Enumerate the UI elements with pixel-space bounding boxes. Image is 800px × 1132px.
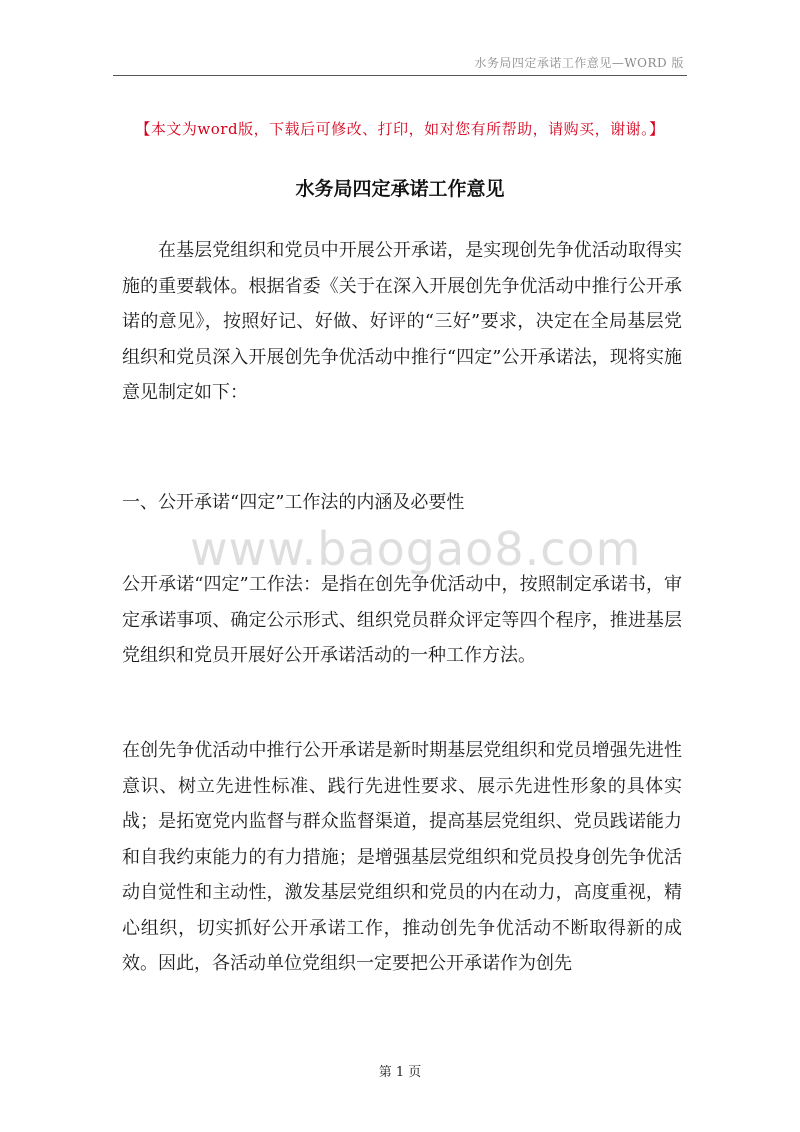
definition-paragraph: 公开承诺“四定”工作法：是指在创先争优活动中，按照制定承诺书，审定承诺事项、确定公示形式、组织党员群众评定等四个程序，推进基层党组织和党员开展好公开承诺活动的一种工作方法。 <box>122 574 682 666</box>
section-heading: 一、公开承诺“四定”工作法的内涵及必要性 <box>122 492 465 513</box>
intro-paragraph: 在基层党组织和党员中开展公开承诺，是实现创先争优活动取得实施的重要载体。根据省委《关于在深入开展创先争优活动中推行公开承诺的意见》，按照好记、好做、好评的“三好”要求，决定在全局基层党组织和党员深入开展创先争优活动中推行“四定”公开承诺法，现将实施意见制定如下： <box>122 240 682 403</box>
page-header-title: 水务局四定承诺工作意见—WORD 版 <box>474 56 684 70</box>
purchase-notice: 【本文为word版，下载后可修改、打印，如对您有所帮助，请购买，谢谢。】 <box>135 120 665 138</box>
significance-paragraph: 在创先争优活动中推行公开承诺是新时期基层党组织和党员增强先进性意识、树立先进性标准、践行先进性要求、展示先进性形象的具体实战；是拓宽党内监督与群众监督渠道，提高基层党组织、党员践诺能力和自我约束能力的有力措施；是增强基层党组织和党员投身创先争优活动自觉性和主动性，激发基层党组织和党员的内在动力，高度重视，精心组织，切实抓好公开承诺工作，推动创先争优活动不断取得新的成效。因此，各活动单位党组织一定要把公开承诺作为创先 <box>122 740 682 974</box>
page-number: 第 1 页 <box>378 1065 422 1080</box>
document-title: 水务局四定承诺工作意见 <box>295 178 505 200</box>
header-divider <box>113 75 687 76</box>
watermark: www.baogao8.com <box>190 522 642 576</box>
